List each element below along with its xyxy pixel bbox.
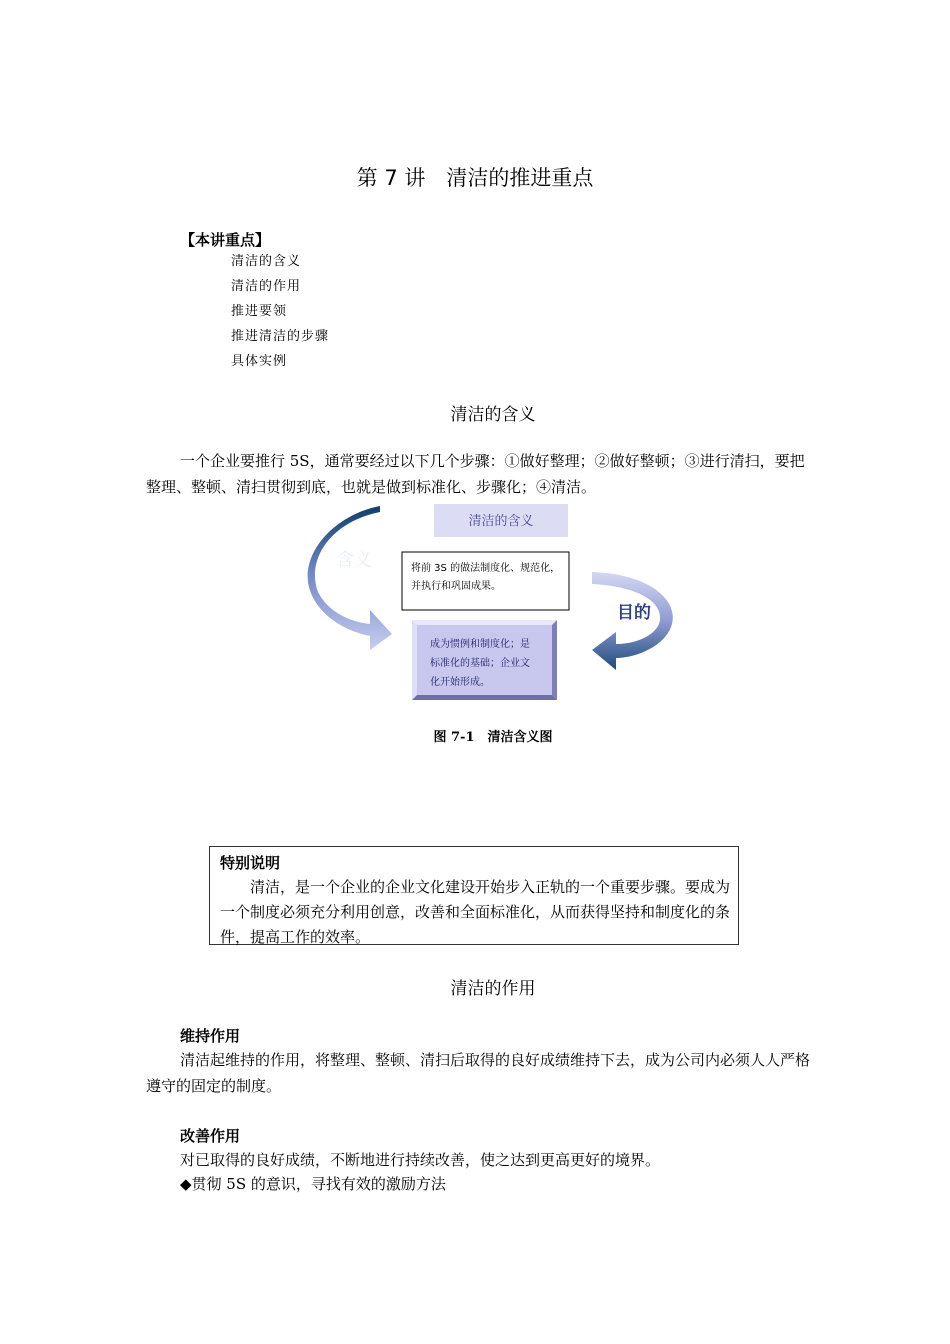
purpose-box-line: 化开始形成。 [430,677,490,688]
meaning-diagram [300,500,690,710]
figure-caption: 图 7-1 清洁含义图 [433,730,553,745]
meaning-box-line: 将前 3S 的做法制度化、规范化， [411,563,561,574]
section-heading-function: 清洁的作用 [450,979,536,999]
diagram-top-label: 清洁的含义 [468,514,534,529]
keypoint-item: 具体实例 [231,354,288,369]
meaning-paragraph-text: 一个企业要推行 5S，通常要经过以下几个步骤：①做好整理；②做好整顿；③进行清扫，要把整理、整顿、清扫贯彻到底，也就是做到标准化、步骤化；④清洁。 [146,452,805,496]
improve-heading: 改善作用 [180,1127,241,1145]
section-heading-meaning: 清洁的含义 [450,405,536,425]
purpose-box-bevel-left [412,620,417,700]
special-note-body [220,875,732,950]
keypoint-item: 清洁的作用 [231,279,302,294]
special-note-text: 清洁，是一个企业的企业文化建设开始步入正轨的一个重要步骤。要成为一个制度必须充分利用创意，改善和全面标准化，从而获得坚持和制度化的条件，提高工作的效率。 [220,878,731,946]
keypoint-item: 清洁的含义 [231,254,302,269]
right-arrow-label: 目的 [617,603,651,623]
purpose-box-line: 成为惯例和制度化；是 [430,639,530,650]
left-curved-arrow [308,506,392,650]
purpose-box-line: 标准化的基础；企业文 [430,658,530,669]
keypoint-item: 推进清洁的步骤 [231,329,330,344]
keypoints-heading: 【本讲重点】 [180,231,271,249]
meaning-paragraph [146,448,816,500]
improve-text: 对已取得的良好成绩，不断地进行持续改善，使之达到更高更好的境界。 [180,1151,661,1169]
keypoint-item: 推进要领 [231,304,288,319]
special-note-heading: 特别说明 [220,854,281,872]
lecture-title: 第 7 讲 清洁的推进重点 [356,166,594,190]
special-note-box [209,846,739,945]
meaning-box-line: 并执行和巩固成果。 [411,581,501,592]
maintain-paragraph-text: 清洁起维持的作用，将整理、整顿、清扫后取得的良好成绩维持下去，成为公司内必须人人严格遵守的固定的制度。 [146,1051,811,1095]
purpose-box-bevel-top [412,620,557,625]
keypoints-list [231,253,329,378]
bullet-item: ◆贯彻 5S 的意识，寻找有效的激励方法 [180,1175,446,1193]
maintain-heading: 维持作用 [180,1027,241,1045]
purpose-box-bevel-right [552,620,557,700]
left-arrow-label: 含义 [336,550,372,571]
maintain-paragraph [146,1047,816,1099]
purpose-box-bevel-bottom [412,695,557,700]
